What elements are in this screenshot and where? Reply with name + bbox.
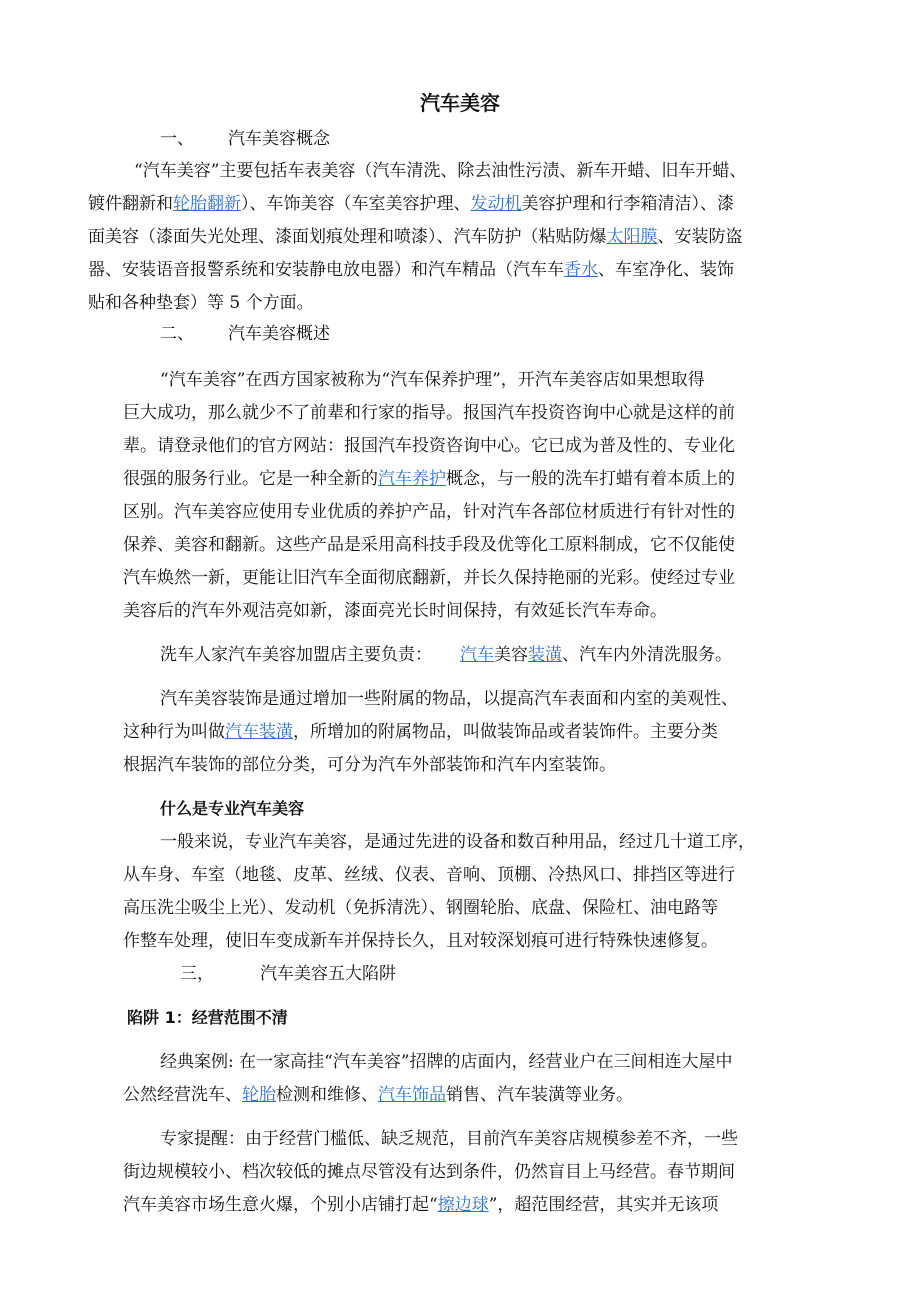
subheading-trap-1: 陷阱 1：经营范围不清 <box>127 1008 288 1027</box>
paragraph-line: “汽车美容”在西方国家被称为“汽车保养护理”，开汽车美容店如果想取得 <box>160 370 705 390</box>
section-3-heading <box>180 962 396 986</box>
paragraph-line: 贴和各种垫套）等 5 个方面。 <box>88 293 314 313</box>
paragraph-line: 面美容（漆面失光处理、漆面划痕处理和喷漆）、汽车防护（粘贴防爆太阳膜、安装防盗 <box>88 227 743 247</box>
link-perfume[interactable]: 香水 <box>564 260 598 280</box>
paragraph-line: 这种行为叫做汽车装潢，所增加的附属物品，叫做装饰品或者装饰件。主要分类 <box>123 722 718 742</box>
paragraph-line: 汽车美容装饰是通过增加一些附属的物品，以提高汽车表面和内室的美观性、 <box>160 689 738 709</box>
paragraph-line: 一般来说，专业汽车美容，是通过先进的设备和数百种用品，经过几十道工序， <box>160 832 755 852</box>
section-1-heading <box>160 127 330 151</box>
section-title: 汽车美容五大陷阱 <box>260 964 396 984</box>
section-number: 一、 <box>160 129 194 149</box>
link-car-decoration[interactable]: 汽车装潢 <box>225 722 293 742</box>
link-sun-film[interactable]: 太阳膜 <box>606 227 658 247</box>
paragraph-line: 美容后的汽车外观洁亮如新，漆面亮光长时间保持，有效延长汽车寿命。 <box>123 601 667 621</box>
paragraph-line: 根据汽车装饰的部位分类，可分为汽车外部装饰和汽车内室装饰。 <box>123 755 616 775</box>
section-2-heading <box>160 322 330 346</box>
link-car-maintenance[interactable]: 汽车养护 <box>378 469 446 489</box>
link-edge-ball[interactable]: 擦边球 <box>437 1195 489 1215</box>
paragraph-line: 巨大成功，那么就少不了前辈和行家的指导。报国汽车投资咨询中心就是这样的前 <box>123 403 735 423</box>
section-title: 汽车美容概述 <box>228 324 330 344</box>
link-engine[interactable]: 发动机 <box>470 194 522 214</box>
link-decoration[interactable]: 装潢 <box>528 645 562 665</box>
paragraph-line: 作整车处理，使旧车变成新车并保持长久，且对较深划痕可进行特殊快速修复。 <box>123 931 718 951</box>
paragraph-line: 洗车人家汽车美容加盟店主要负责： 汽车美容装潢、汽车内外清洗服务。 <box>160 645 732 665</box>
paragraph-line: 从车身、车室（地毯、皮革、丝绒、仪表、音响、顶棚、冷热风口、排挡区等进行 <box>123 865 735 885</box>
paragraph-line: 公然经营洗车、轮胎检测和维修、汽车饰品销售、汽车装潢等业务。 <box>123 1085 633 1105</box>
section-number: 三， <box>180 964 214 984</box>
link-car[interactable]: 汽车 <box>460 645 494 665</box>
paragraph-line: 镀件翻新和轮胎翻新）、车饰美容（车室美容护理、发动机美容护理和行李箱清洁）、漆 <box>88 194 734 214</box>
paragraph-line: 汽车焕然一新，更能让旧汽车全面彻底翻新，并长久保持艳丽的光彩。使经过专业 <box>123 568 735 588</box>
paragraph-line: 器、安装语音报警系统和安装静电放电器）和汽车精品（汽车车香水、车室净化、装饰 <box>88 260 734 280</box>
paragraph-line: “汽车美容”主要包括车表美容（汽车清洗、除去油性污渍、新车开蜡、旧车开蜡、 <box>134 161 747 181</box>
paragraph-line: 区别。汽车美容应使用专业优质的养护产品，针对汽车各部位材质进行有针对性的 <box>123 502 735 522</box>
paragraph-line: 保养、美容和翻新。这些产品是采用高科技手段及优等化工原料制成，它不仅能使 <box>123 535 735 555</box>
section-number: 二、 <box>160 324 194 344</box>
section-title: 汽车美容概念 <box>228 129 330 149</box>
link-tire-renovation[interactable]: 轮胎翻新 <box>173 194 241 214</box>
document-title: 汽车美容 <box>420 91 500 115</box>
paragraph-line: 街边规模较小、档次较低的摊点尽管没有达到条件，仍然盲目上马经营。春节期间 <box>123 1162 735 1182</box>
link-car-accessories[interactable]: 汽车饰品 <box>378 1085 446 1105</box>
paragraph-line: 经典案例: 在一家高挂“汽车美容”招牌的店面内，经营业户在三间相连大屋中 <box>160 1052 733 1072</box>
link-tire[interactable]: 轮胎 <box>242 1085 276 1105</box>
paragraph-line: 很强的服务行业。它是一种全新的汽车养护概念，与一般的洗车打蜡有着本质上的 <box>123 469 735 489</box>
paragraph-line: 高压洗尘吸尘上光）、发动机（免拆清洗）、钢圈轮胎、底盘、保险杠、油电路等 <box>123 898 718 918</box>
subheading-professional: 什么是专业汽车美容 <box>160 799 305 818</box>
paragraph-line: 辈。请登录他们的官方网站：报国汽车投资咨询中心。它已成为普及性的、专业化 <box>123 436 735 456</box>
paragraph-line: 汽车美容市场生意火爆，个别小店铺打起“擦边球”，超范围经营，其实并无该项 <box>123 1195 719 1215</box>
paragraph-line: 专家提醒：由于经营门槛低、缺乏规范，目前汽车美容店规模参差不齐，一些 <box>160 1129 738 1149</box>
